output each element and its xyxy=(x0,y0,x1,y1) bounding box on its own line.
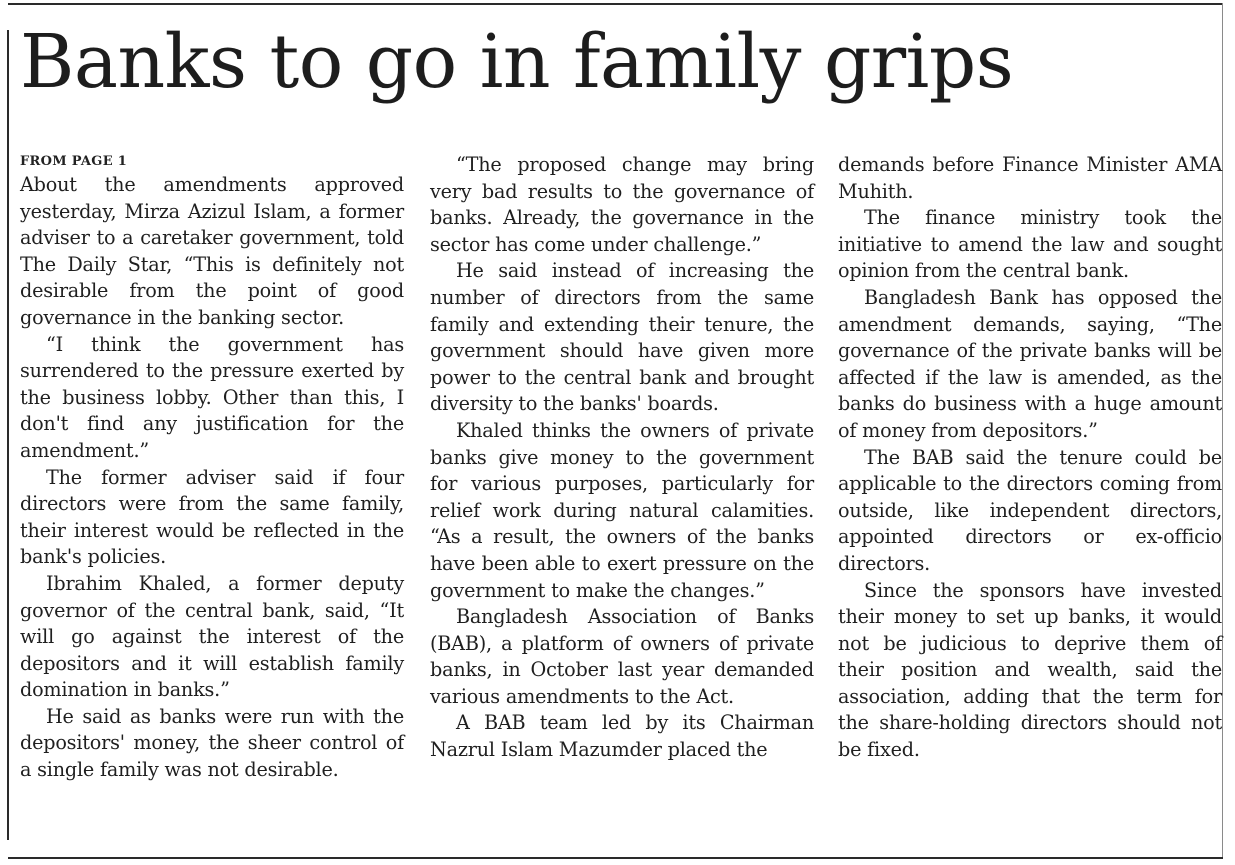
bottom-rule xyxy=(8,857,1223,859)
paragraph: Bangladesh Association of Banks (BAB), a platform of owners of private banks, in October last year demanded various amendments to the Act. xyxy=(430,605,814,708)
paragraph: He said instead of increasing the number of directors from the same family and extending their tenure, the government should have given more power to the central bank and brought diversity to the banks' boards. xyxy=(430,259,814,416)
paragraph: The former adviser said if four directors were from the same family, their interest would be reflected in the bank's policies. xyxy=(20,465,404,569)
paragraph: The BAB said the tenure could be applicable to the directors coming from outside, like independent directors, appointed directors or ex-officio directors. xyxy=(838,445,1222,575)
top-rule xyxy=(8,3,1223,5)
article-column-2 xyxy=(430,152,814,764)
kicker: FROM PAGE 1 xyxy=(20,154,128,169)
paragraph: A BAB team led by its Chairman Nazrul Islam Mazumder placed the xyxy=(430,711,814,762)
headline: Banks to go in family grips xyxy=(20,19,1014,105)
paragraph: About the amendments approved yesterday, Mirza Azizul Islam, a former adviser to a caretaker government, told The Daily Star, “This is definitely not desirable from the point of good governance in the banking sector. xyxy=(20,173,404,329)
paragraph: Ibrahim Khaled, a former deputy governor of the central bank, said, “It will go against the interest of the depositors and it will establish family domination in banks.” xyxy=(20,571,404,702)
paragraph: “I think the government has surrendered to the pressure exerted by the business lobby. Other than this, I don't find any justification for the amendment.” xyxy=(20,332,404,462)
article-column-3 xyxy=(838,152,1222,764)
paragraph: demands before Finance Minister AMA Muhith. xyxy=(838,153,1222,203)
paragraph: Bangladesh Bank has opposed the amendment demands, saying, “The governance of the private banks will be affected if the law is amended, as the banks do business with a huge amount of money from depositors.” xyxy=(838,285,1222,442)
left-rule xyxy=(7,30,9,840)
paragraph: The finance ministry took the initiative to amend the law and sought opinion from the central bank. xyxy=(838,206,1222,283)
right-rule xyxy=(1222,3,1223,858)
article-column-1 xyxy=(20,152,404,784)
paragraph: “The proposed change may bring very bad results to the governance of banks. Already, the governance in the sector has come under challenge.” xyxy=(430,153,814,256)
paragraph: Khaled thinks the owners of private banks give money to the government for various purposes, particularly for relief work during natural calamities. “As a result, the owners of the banks have been able to exert pressure on the government to make the changes.” xyxy=(430,418,814,602)
paragraph: He said as banks were run with the depositors' money, the sheer control of a single family was not desirable. xyxy=(20,704,404,782)
paragraph: Since the sponsors have invested their money to set up banks, it would not be judicious to deprive them of their position and wealth, said the association, adding that the term for the share-holding directors should not be fixed. xyxy=(838,578,1222,762)
